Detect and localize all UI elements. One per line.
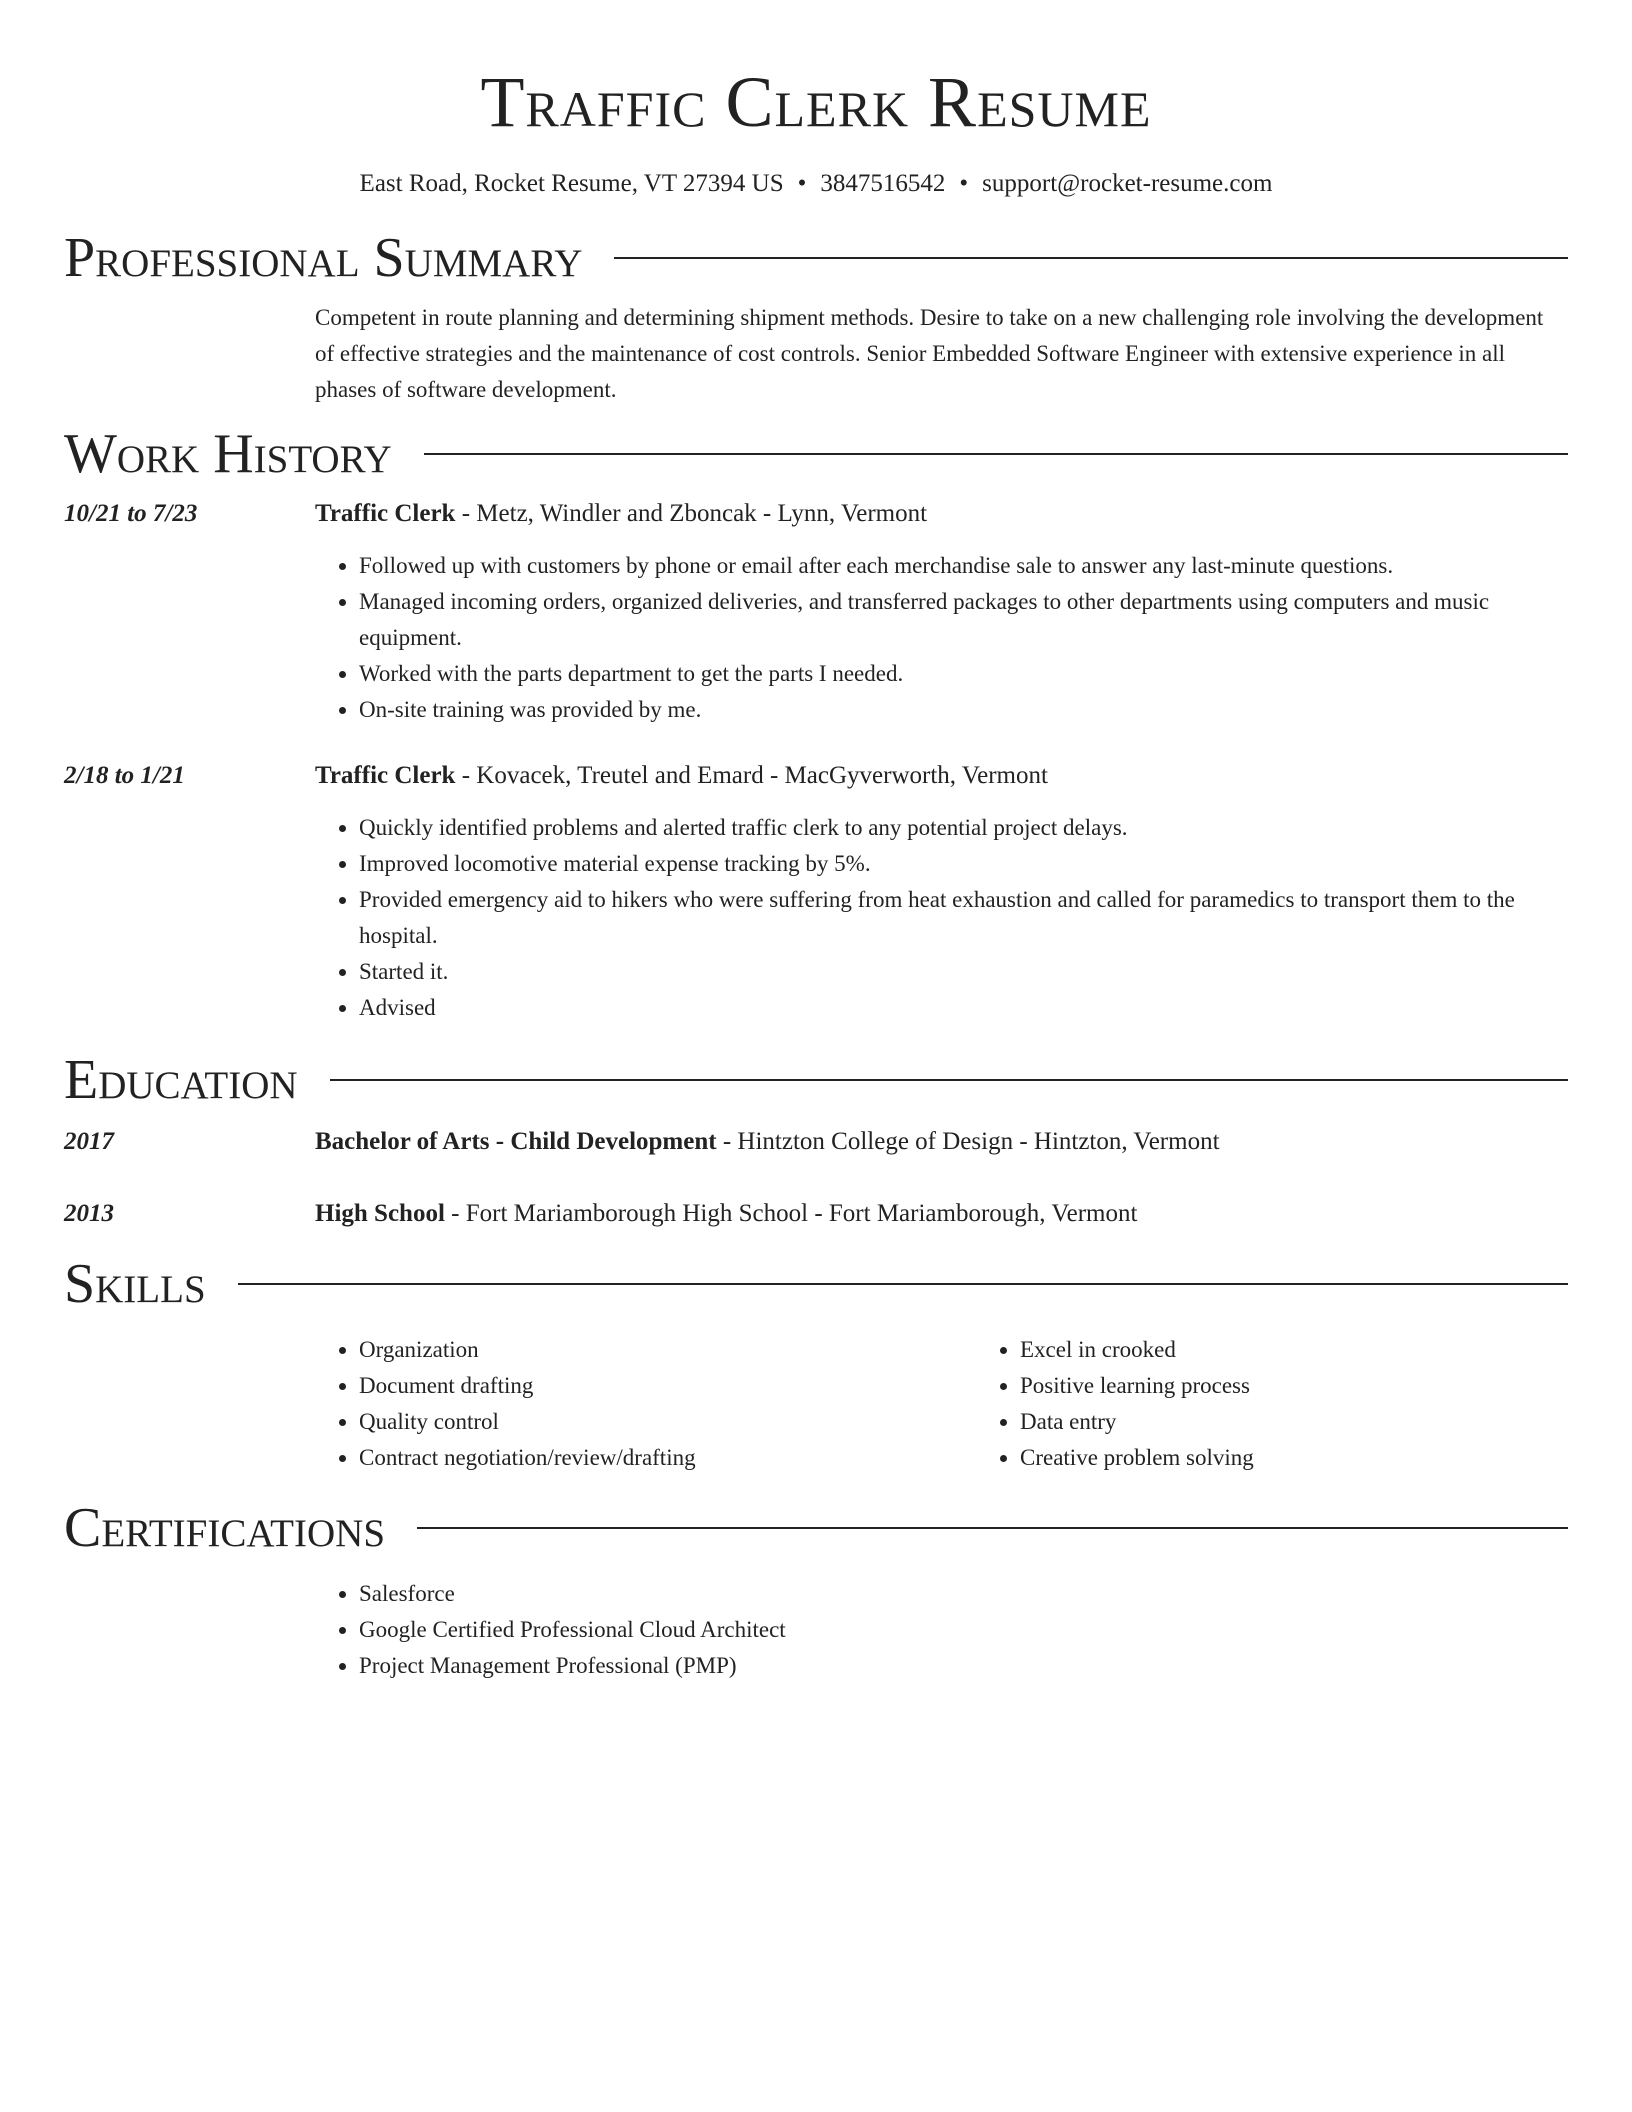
skill-item: • Quality control — [359, 1404, 976, 1440]
job-details — [315, 758, 1568, 1026]
summary-text: Competent in route planning and determining shipment methods. Desire to take on a new challenging role involving the development of effective strategies and the maintenance of cost controls. Senior Embedded Software Engineer with extensive experience in all phases of software development. — [315, 305, 1544, 402]
job-dates: 10/21 to 7/23 — [64, 500, 198, 527]
job-headline — [315, 496, 1568, 532]
education-degree: High School — [315, 1200, 445, 1227]
summary-body — [315, 300, 1568, 408]
skills-heading: Skills — [64, 1253, 206, 1315]
job-headline — [315, 758, 1568, 794]
skill-item: • Organization — [359, 1332, 976, 1368]
job-bullet: • Started it. — [359, 954, 1568, 990]
education-details — [315, 1196, 1568, 1232]
skill-item: • Excel in crooked — [1020, 1332, 1632, 1368]
skills-column-right — [976, 1332, 1632, 1476]
skill-item: • Data entry — [1020, 1404, 1632, 1440]
job-entry — [64, 758, 1568, 1026]
work-section-header — [64, 422, 1568, 486]
job-dates: 2/18 to 1/21 — [64, 762, 185, 789]
job-title: Traffic Clerk — [315, 762, 456, 789]
resume-page — [64, 0, 1568, 1684]
education-section-header — [64, 1048, 1568, 1112]
summary-heading: Professional Summary — [64, 227, 583, 289]
skills-section-header — [64, 1252, 1568, 1316]
contact-separator: • — [959, 170, 969, 197]
contact-email: support@rocket-resume.com — [982, 170, 1273, 197]
job-employer: - Kovacek, Treutel and Emard - MacGyverworth, Vermont — [455, 762, 1048, 789]
education-year: 2017 — [64, 1128, 114, 1155]
summary-section-header — [64, 226, 1568, 290]
education-entry — [64, 1196, 1568, 1232]
job-bullet: • Quickly identified problems and alerted traffic clerk to any potential project delays. — [359, 810, 1568, 846]
skill-item: • Document drafting — [359, 1368, 976, 1404]
job-details — [315, 496, 1568, 728]
contact-separator: • — [797, 170, 807, 197]
section-divider — [417, 1527, 1568, 1529]
education-heading: Education — [64, 1049, 298, 1111]
job-bullet: • Followed up with customers by phone or email after each merchandise sale to answer any last-minute questions. — [359, 548, 1568, 584]
job-bullet: • Provided emergency aid to hikers who were suffering from heat exhaustion and called for paramedics to transport them to the hospital. — [359, 882, 1568, 954]
skills-list — [315, 1332, 1568, 1476]
job-bullet: • Managed incoming orders, organized deliveries, and transferred packages to other departments using computers and music equipment. — [359, 584, 1568, 656]
certifications-heading: Certifications — [64, 1497, 386, 1559]
skills-column-left — [315, 1332, 976, 1476]
job-title: Traffic Clerk — [315, 500, 456, 527]
resume-title: Traffic Clerk Resume — [480, 62, 1152, 142]
skill-item: • Positive learning process — [1020, 1368, 1632, 1404]
skill-item: • Creative problem solving — [1020, 1440, 1632, 1476]
section-divider — [238, 1283, 1568, 1285]
job-bullets — [315, 810, 1568, 1026]
education-details — [315, 1124, 1568, 1160]
education-degree: Bachelor of Arts - Child Development — [315, 1128, 717, 1155]
certification-item: • Project Management Professional (PMP) — [359, 1648, 1568, 1684]
work-heading: Work History — [64, 423, 392, 485]
certifications-section-header — [64, 1496, 1568, 1560]
section-divider — [424, 453, 1568, 455]
certifications-list — [315, 1576, 1568, 1684]
section-divider — [614, 257, 1568, 259]
certification-item: • Google Certified Professional Cloud Architect — [359, 1612, 1568, 1648]
job-entry — [64, 496, 1568, 728]
section-divider — [330, 1079, 1568, 1081]
education-school: - Fort Mariamborough High School - Fort Mariamborough, Vermont — [444, 1200, 1138, 1227]
certification-item: • Salesforce — [359, 1576, 1568, 1612]
education-entry — [64, 1124, 1568, 1160]
job-employer: - Metz, Windler and Zboncak - Lynn, Vermont — [455, 500, 928, 527]
contact-phone: 3847516542 — [820, 170, 946, 197]
education-year: 2013 — [64, 1200, 114, 1227]
job-bullet: • Worked with the parts department to get the parts I needed. — [359, 656, 1568, 692]
certifications-body — [315, 1576, 1568, 1684]
job-bullet: • Advised — [359, 990, 1568, 1026]
job-bullets — [315, 548, 1568, 728]
contact-address: East Road, Rocket Resume, VT 27394 US — [359, 170, 784, 197]
education-school: - Hintzton College of Design - Hintzton, Vermont — [716, 1128, 1220, 1155]
contact-line — [64, 168, 1568, 200]
skill-item: • Contract negotiation/review/drafting — [359, 1440, 976, 1476]
job-bullet: • Improved locomotive material expense tracking by 5%. — [359, 846, 1568, 882]
job-bullet: • On-site training was provided by me. — [359, 692, 1568, 728]
